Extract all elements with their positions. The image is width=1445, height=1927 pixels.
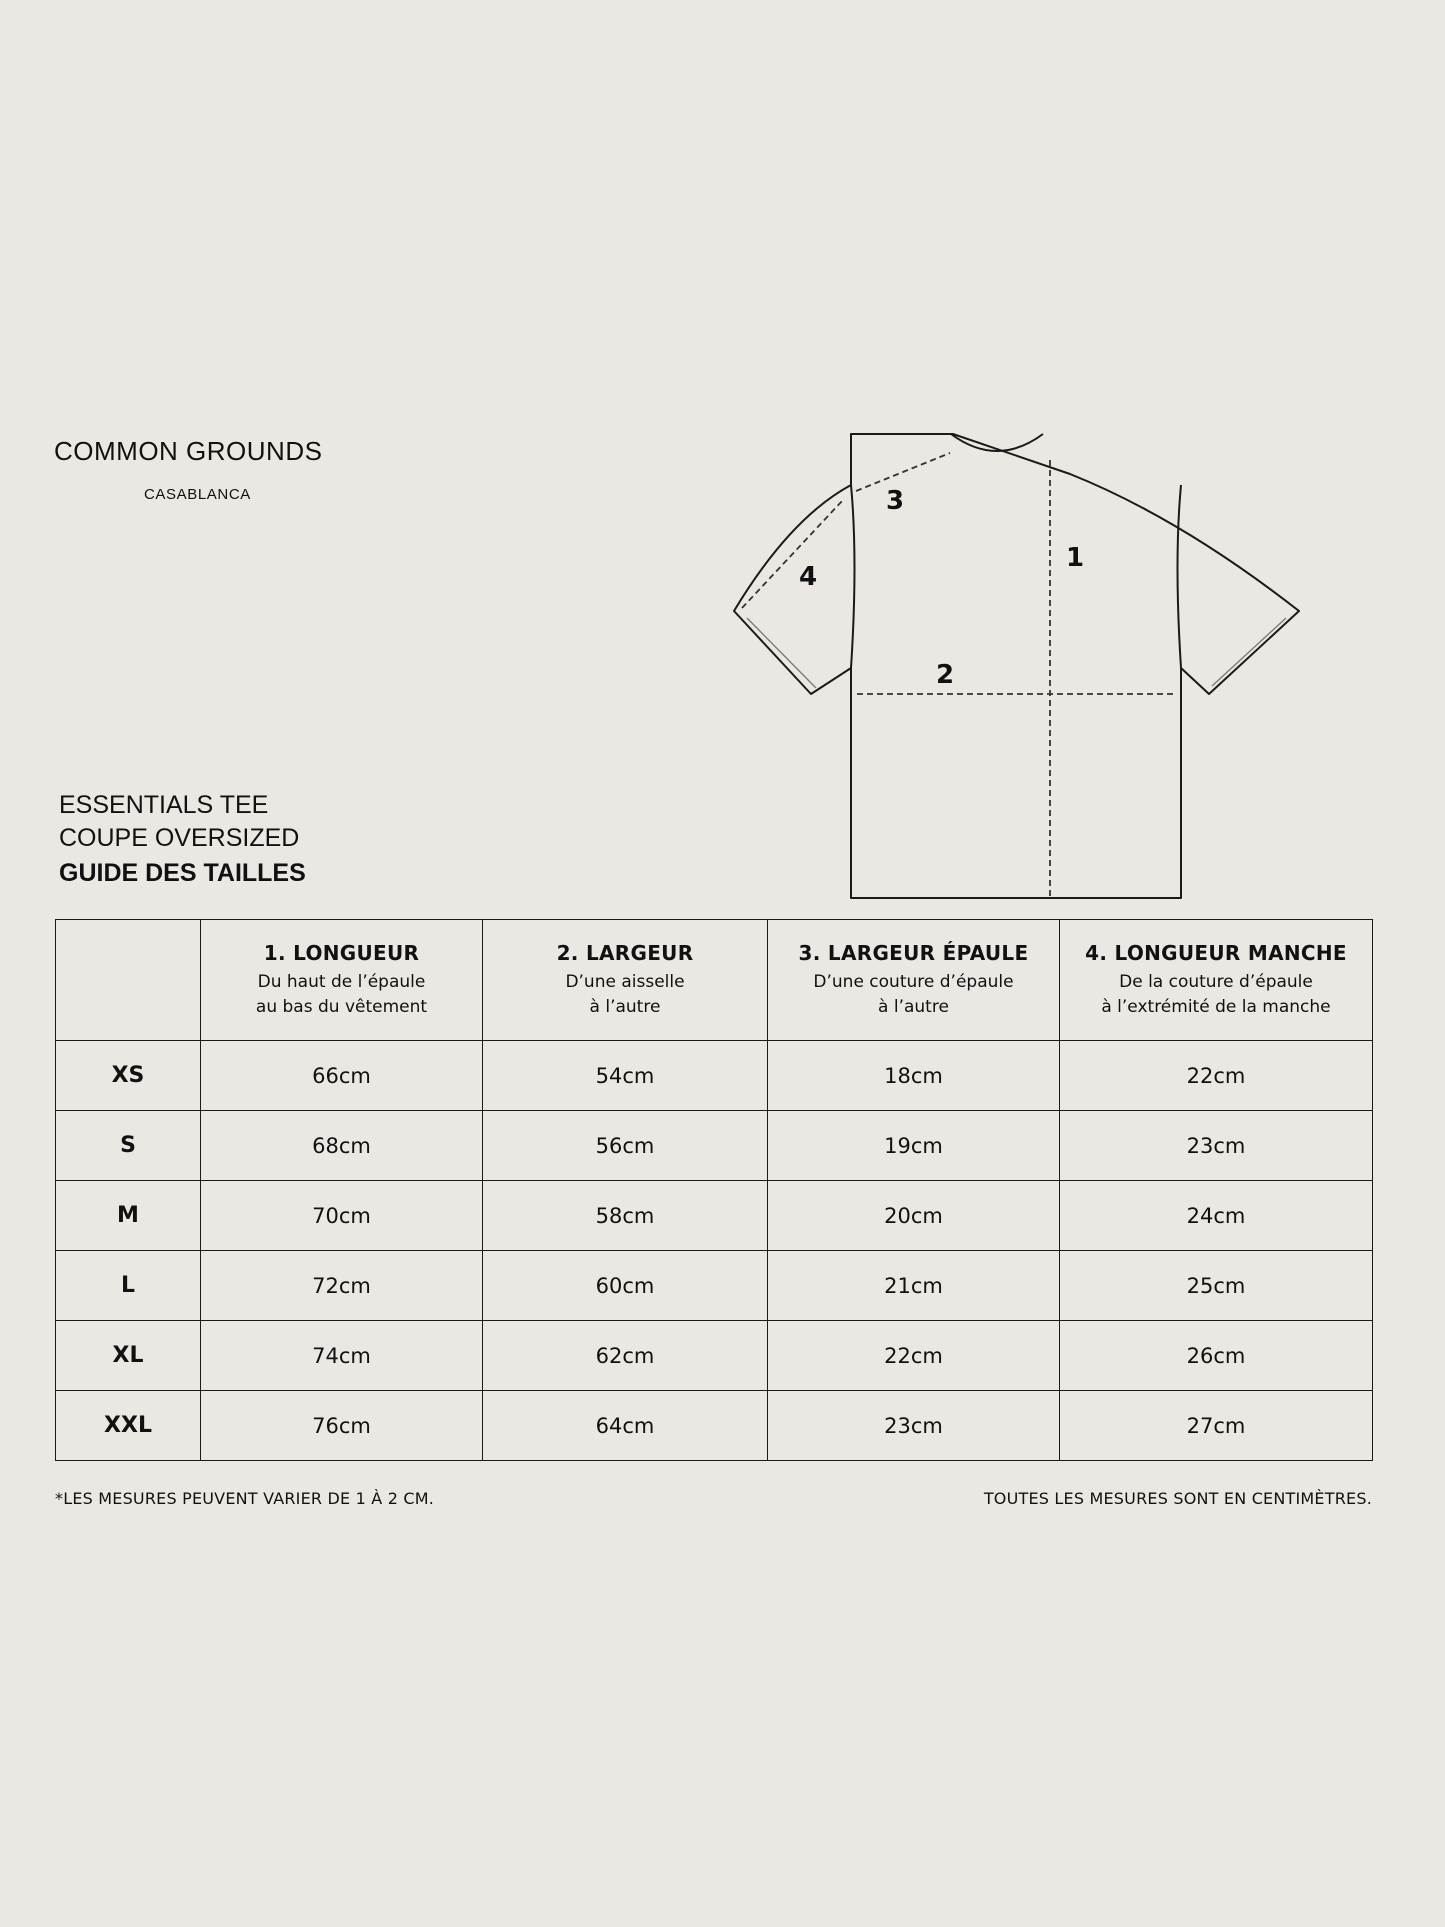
column-description: à l’autre <box>878 996 949 1017</box>
sleeve-value: 24cm <box>1060 1181 1373 1251</box>
length-value: 66cm <box>201 1041 483 1111</box>
column-title: 2. LARGEUR <box>556 940 694 965</box>
table-row <box>56 1111 1373 1181</box>
diagram-label-1: 1 <box>1065 543 1085 573</box>
column-description: De la couture d’épaule <box>1119 971 1313 992</box>
column-description: D’une aisselle <box>565 971 685 992</box>
size-label: L <box>56 1251 201 1321</box>
length-value: 76cm <box>201 1391 483 1461</box>
table-row <box>56 1181 1373 1251</box>
column-description: au bas du vêtement <box>255 996 428 1017</box>
size-guide-title: GUIDE DES TAILLES <box>59 859 306 887</box>
right-sleeve-hem <box>1212 618 1286 686</box>
shoulder-value: 19cm <box>768 1111 1060 1181</box>
shoulder-value: 23cm <box>768 1391 1060 1461</box>
size-label: S <box>56 1111 201 1181</box>
product-name: ESSENTIALS TEE <box>59 791 269 819</box>
width-value: 56cm <box>483 1111 768 1181</box>
table-row <box>56 1251 1373 1321</box>
footnote-variation: *LES MESURES PEUVENT VARIER DE 1 À 2 CM. <box>55 1489 435 1508</box>
table-row <box>56 1391 1373 1461</box>
table-row <box>56 1321 1373 1391</box>
brand-city: CASABLANCA <box>144 486 251 503</box>
left-armhole-seam <box>851 485 855 668</box>
sleeve-value: 22cm <box>1060 1041 1373 1111</box>
table-row <box>56 1041 1373 1111</box>
diagram-label-4: 4 <box>798 562 818 592</box>
shoulder-value: 22cm <box>768 1321 1060 1391</box>
column-header-width <box>483 920 768 1041</box>
column-title: 3. LARGEUR ÉPAULE <box>798 940 1029 965</box>
product-info <box>59 789 306 890</box>
column-title: 1. LONGUEUR <box>263 940 420 965</box>
size-label: XXL <box>56 1391 201 1461</box>
column-header-length <box>201 920 483 1041</box>
length-value: 72cm <box>201 1251 483 1321</box>
shoulder-value: 20cm <box>768 1181 1060 1251</box>
column-description: à l’autre <box>589 996 661 1017</box>
size-label: XL <box>56 1321 201 1391</box>
shoulder-value: 18cm <box>768 1041 1060 1111</box>
table-header-row <box>56 920 1373 1041</box>
header-empty-cell <box>56 920 201 1041</box>
width-value: 54cm <box>483 1041 768 1111</box>
sleeve-value: 25cm <box>1060 1251 1373 1321</box>
product-fit: COUPE OVERSIZED <box>59 824 300 852</box>
column-title: 4. LONGUEUR MANCHE <box>1085 940 1347 965</box>
sleeve-value: 27cm <box>1060 1391 1373 1461</box>
width-value: 62cm <box>483 1321 768 1391</box>
shoulder-value: 21cm <box>768 1251 1060 1321</box>
size-label: M <box>56 1181 201 1251</box>
brand-name: COMMON GROUNDS <box>54 436 323 466</box>
column-description: Du haut de l’épaule <box>257 971 426 992</box>
size-table <box>55 919 1373 1461</box>
size-label: XS <box>56 1041 201 1111</box>
tshirt-outline <box>734 434 1299 898</box>
tshirt-measurement-diagram <box>700 420 1350 910</box>
sleeve-value: 26cm <box>1060 1321 1373 1391</box>
diagram-label-2: 2 <box>935 660 955 690</box>
length-value: 70cm <box>201 1181 483 1251</box>
column-header-shoulder-width <box>768 920 1060 1041</box>
length-value: 74cm <box>201 1321 483 1391</box>
footnote-units: TOUTES LES MESURES SONT EN CENTIMÈTRES. <box>983 1489 1372 1508</box>
right-armhole-seam <box>1178 485 1182 668</box>
column-description: à l’extrémité de la manche <box>1101 996 1331 1017</box>
sleeve-measure-line <box>742 500 843 608</box>
width-value: 64cm <box>483 1391 768 1461</box>
diagram-label-3: 3 <box>885 486 905 516</box>
left-sleeve-hem <box>747 618 816 688</box>
sleeve-value: 23cm <box>1060 1111 1373 1181</box>
column-header-sleeve-length <box>1060 920 1373 1041</box>
width-value: 58cm <box>483 1181 768 1251</box>
length-value: 68cm <box>201 1111 483 1181</box>
width-value: 60cm <box>483 1251 768 1321</box>
column-description: D’une couture d’épaule <box>813 971 1014 992</box>
